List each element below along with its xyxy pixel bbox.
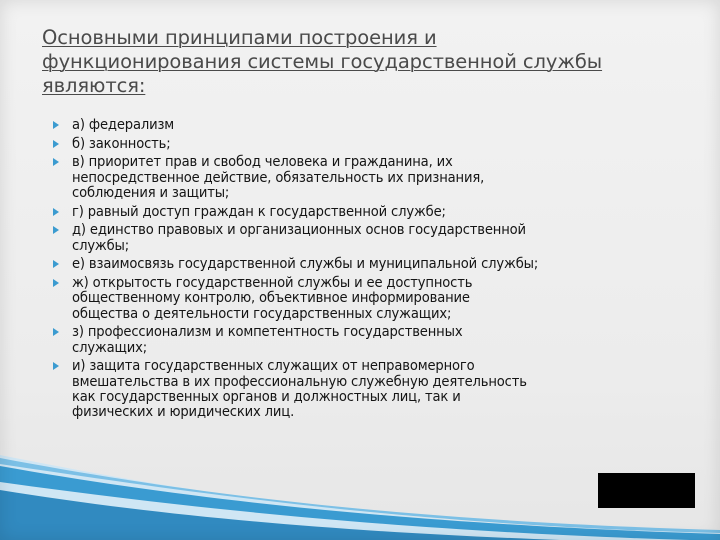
list-item: [48, 358, 688, 420]
arrow-right-icon: [53, 208, 59, 216]
list-item-text: [72, 204, 688, 219]
list-item-line: служащих;: [72, 338, 147, 356]
list-item-text: [72, 154, 688, 200]
slide-title: [42, 26, 662, 98]
list-item-line: и) защита государственных служащих от неправомерного: [72, 357, 475, 375]
list-item-line: как государственных органов и должностных лиц, так и: [72, 388, 461, 405]
list-item-line: в) приоритет прав и свобод человека и гражданина, их: [72, 153, 453, 171]
arrow-right-icon: [53, 279, 59, 287]
principles-list: [48, 117, 688, 423]
list-item-text: [72, 275, 688, 321]
list-item: [48, 324, 688, 355]
title-line: функционирования системы государственной службы: [42, 50, 603, 73]
list-item-line: б) законность;: [72, 134, 171, 152]
arrow-right-icon: [53, 226, 59, 234]
list-item-line: соблюдения и защиты;: [72, 184, 230, 201]
arrow-right-icon: [53, 158, 59, 166]
list-item: [48, 204, 688, 219]
list-item-line: ж) открытость государственной службы и ее доступность: [72, 273, 473, 291]
list-item-text: [72, 324, 688, 355]
list-item: [48, 117, 688, 132]
list-item-line: физических и юридических лиц.: [72, 403, 295, 421]
arrow-right-icon: [53, 362, 59, 370]
list-item-line: а) федерализм: [72, 116, 175, 133]
list-item-line: вмешательства в их профессиональную служебную деятельность: [72, 372, 527, 390]
arrow-right-icon: [53, 260, 59, 268]
list-item-line: е) взаимосвязь государственной службы и муниципальной службы;: [72, 255, 539, 273]
list-item-line: г) равный доступ граждан к государственной службе;: [72, 202, 446, 220]
list-item-line: общественному контролю, объективное информирование: [72, 289, 470, 307]
list-item: [48, 154, 688, 200]
list-item-text: [72, 358, 688, 420]
title-line: являются:: [42, 74, 146, 97]
list-item-text: [72, 222, 688, 253]
list-item-line: з) профессионализм и компетентность государственных: [72, 323, 463, 341]
list-item-line: службы;: [72, 236, 130, 254]
list-item: [48, 222, 688, 253]
list-item-line: общества о деятельности государственных служащих;: [72, 304, 452, 322]
list-item-text: [72, 256, 688, 271]
black-rectangle: [598, 473, 695, 508]
list-item-text: [72, 136, 688, 151]
list-item: [48, 256, 688, 271]
list-item-line: непосредственное действие, обязательность их признания,: [72, 168, 485, 186]
list-item: [48, 136, 688, 151]
title-line: Основными принципами построения и: [42, 26, 437, 49]
list-item-line: д) единство правовых и организационных основ государственной: [72, 221, 526, 239]
list-item-text: [72, 117, 688, 132]
list-item: [48, 275, 688, 321]
arrow-right-icon: [53, 121, 59, 129]
arrow-right-icon: [53, 140, 59, 148]
arrow-right-icon: [53, 328, 59, 336]
